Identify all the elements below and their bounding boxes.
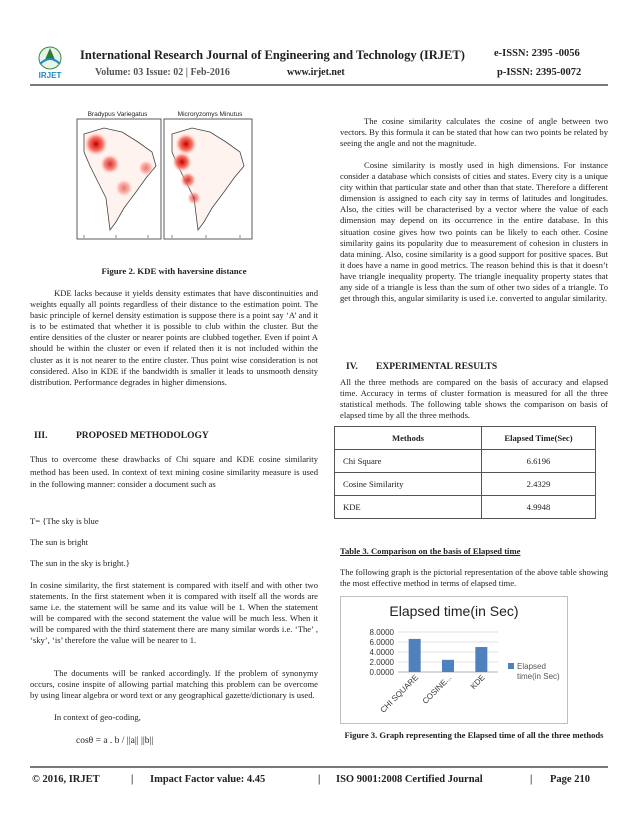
map-panel-2	[164, 119, 252, 239]
left-paragraph-4: The documents will be ranked accordingly. If the problem of synonymy occurs, cosine inspite of allowing partial matching this problem can be overcome by using linear algebra or word text or any geographical gazette/dictionary is used.	[30, 668, 318, 701]
y-tick-label: 6.0000	[369, 638, 394, 647]
y-tick-label: 2.0000	[369, 658, 394, 667]
left-paragraph-2: Thus to overcome these drawbacks of Chi square and KDE cosine similarity method has been used. In context of text mining cosine similarity measure is used in the following manner: consider a document such as	[30, 454, 318, 489]
right-paragraph-4: The following graph is the pictorial representation of the above table showing the most effective method in terms of elapsed time.	[340, 567, 608, 589]
right-paragraph-1: The cosine similarity calculates the cosine of angle between two vectors. By this formula it can be stated that how can two points be related by seeing the angle and not the magnitude.	[340, 116, 608, 149]
table-header-elapsed: Elapsed Time(Sec)	[482, 427, 596, 450]
map-panel-1	[77, 119, 161, 239]
document-line-3: The sun in the sky is bright.}	[30, 558, 130, 568]
table-cell-time: 2.4329	[482, 473, 596, 496]
legend-label-line1: Elapsed time(in Sec)	[517, 662, 560, 681]
chart-y-ticks	[370, 628, 395, 677]
document-line-1: T= {The sky is blue	[30, 516, 99, 526]
footer-separator: |	[131, 774, 134, 785]
chart-bar	[475, 647, 487, 672]
footer-separator: |	[318, 774, 321, 785]
x-tick-label: KDE	[468, 673, 487, 692]
journal-title: International Research Journal of Engineering and Technology (IRJET)	[80, 48, 465, 62]
left-paragraph-5: In context of geo-coding,	[54, 712, 141, 722]
table3-caption: Table 3. Comparison on the basis of Elapsed time	[340, 546, 521, 556]
kde-maps-figure	[76, 118, 256, 240]
x-tick-label: CHI SQUARE	[378, 673, 421, 715]
elapsed-time-table	[334, 426, 596, 519]
section4-number: IV.	[346, 362, 358, 372]
legend-swatch	[508, 663, 514, 669]
table-row	[335, 473, 596, 496]
table-cell-time: 6.6196	[482, 450, 596, 473]
map1-title: Bradypus Variegatus	[87, 111, 148, 118]
footer-copyright: © 2016, IRJET	[32, 774, 100, 785]
right-paragraph-3: All the three methods are compared on the basis of accuracy and elapsed time. Accuracy in terms of cluster formation is measured for all the three statistical methods. The following table shows the comparison on basis of elapsed time by all the three methods.	[340, 377, 608, 421]
right-paragraph-2: Cosine similarity is mostly used in high dimensions. For instance consider a database which consists of cities and states. Every city is a unique city within that particular state and other than that state. Therefore a different dimension is assigned to each city say in terms of latitudes and longitudes. Also, the cities will be characterised by a vector where the value of each dimension may depend on its occurrence in the entire database. In this situation cosine gives how two points can be likely to each other. Cosine similarity gains its popularity due to measurement of cohesion in clusters in data mining. Also, cosine similarity is a good support for positive spaces. But it does have a name in good metrics. The reason behind this is that it doesn’t have triangle inequality property. The triangle inequality property states that any side of a triangle is less than the sum of other two sides of a triangle. To get through this, angular similarity is used i.e. converted to angular similarity.	[340, 160, 608, 304]
table-header-methods: Methods	[335, 427, 482, 450]
table-cell-time: 4.9948	[482, 496, 596, 519]
footer-separator: |	[530, 774, 533, 785]
table-row	[335, 450, 596, 473]
cosine-formula: cosθ = a . b / ||a|| ||b||	[76, 736, 154, 746]
table-cell-method: Cosine Similarity	[335, 473, 482, 496]
logo-text: IRJET	[38, 71, 62, 80]
elapsed-time-chart	[340, 596, 568, 724]
y-tick-label: 4.0000	[369, 648, 394, 657]
footer-page-number: Page 210	[550, 774, 590, 785]
website-link[interactable]: www.irjet.net	[287, 67, 345, 78]
footer-impact-factor: Impact Factor value: 4.45	[150, 774, 266, 785]
chart-title: Elapsed time(in Sec)	[389, 603, 519, 619]
figure2-caption: Figure 2. KDE with haversine distance	[101, 266, 247, 276]
section4-title: EXPERIMENTAL RESULTS	[376, 362, 498, 372]
document-line-2: The sun is bright	[30, 537, 89, 547]
x-tick-label: COSINE...	[420, 673, 454, 706]
e-issn: e-ISSN: 2395 -0056	[494, 48, 580, 59]
section3-title: PROPOSED METHODOLOGY	[76, 431, 209, 441]
footer-iso: ISO 9001:2008 Certified Journal	[336, 774, 483, 785]
section3-number: III.	[34, 431, 48, 441]
chart-bar	[409, 639, 421, 672]
map2-title: Microryzomys Minutus	[177, 111, 243, 118]
table-row	[335, 496, 596, 519]
footer-rule	[30, 766, 608, 768]
volume-issue: Volume: 03 Issue: 02 | Feb-2016	[95, 67, 230, 78]
table-header-row	[335, 427, 596, 450]
p-issn: p-ISSN: 2395-0072	[497, 67, 582, 78]
y-tick-label: 8.0000	[369, 628, 394, 637]
header-rule	[30, 84, 608, 86]
table-cell-method: Chi Square	[335, 450, 482, 473]
left-paragraph-1: KDE lacks because it yields density estimates that have discontinuities and weights equally all points regardless of their distance to the estimation point. The basic principle of kernel density estimation is suppose there is a point say ‘A’ and it is to be estimated that whether it is possible to club within the cluster. But the entire densities of the cluster or nearer points are clubbed together. Even if point A should be within the cluster or even if related then it is not included within the cluster as it is not nearer to the entire cluster. Thus point wise consideration is not considered. Also in KDE if the bandwidth is smaller it leads to unsmooth density distribution. Performance degrades in higher dimensions.	[30, 288, 318, 387]
irjet-logo	[30, 42, 70, 82]
table-cell-method: KDE	[335, 496, 482, 519]
chart-bar	[442, 660, 454, 672]
left-paragraph-3: In cosine similarity, the first statement is compared with itself and with other two statements. In the first statement when it is compared with itself all the words are same i.e. the statement will be same and its value will be 1. When the statement will be compared with the second statement the value will be much less. When it will be compared with the third statement there are many similar words i.e. ‘The’ , ‘sky’, ‘is’ therefore the value will be nearer to 1.	[30, 580, 318, 646]
figure3-caption: Figure 3. Graph representing the Elapsed time of all the three methods	[344, 730, 604, 740]
y-tick-label: 0.0000	[369, 668, 394, 677]
